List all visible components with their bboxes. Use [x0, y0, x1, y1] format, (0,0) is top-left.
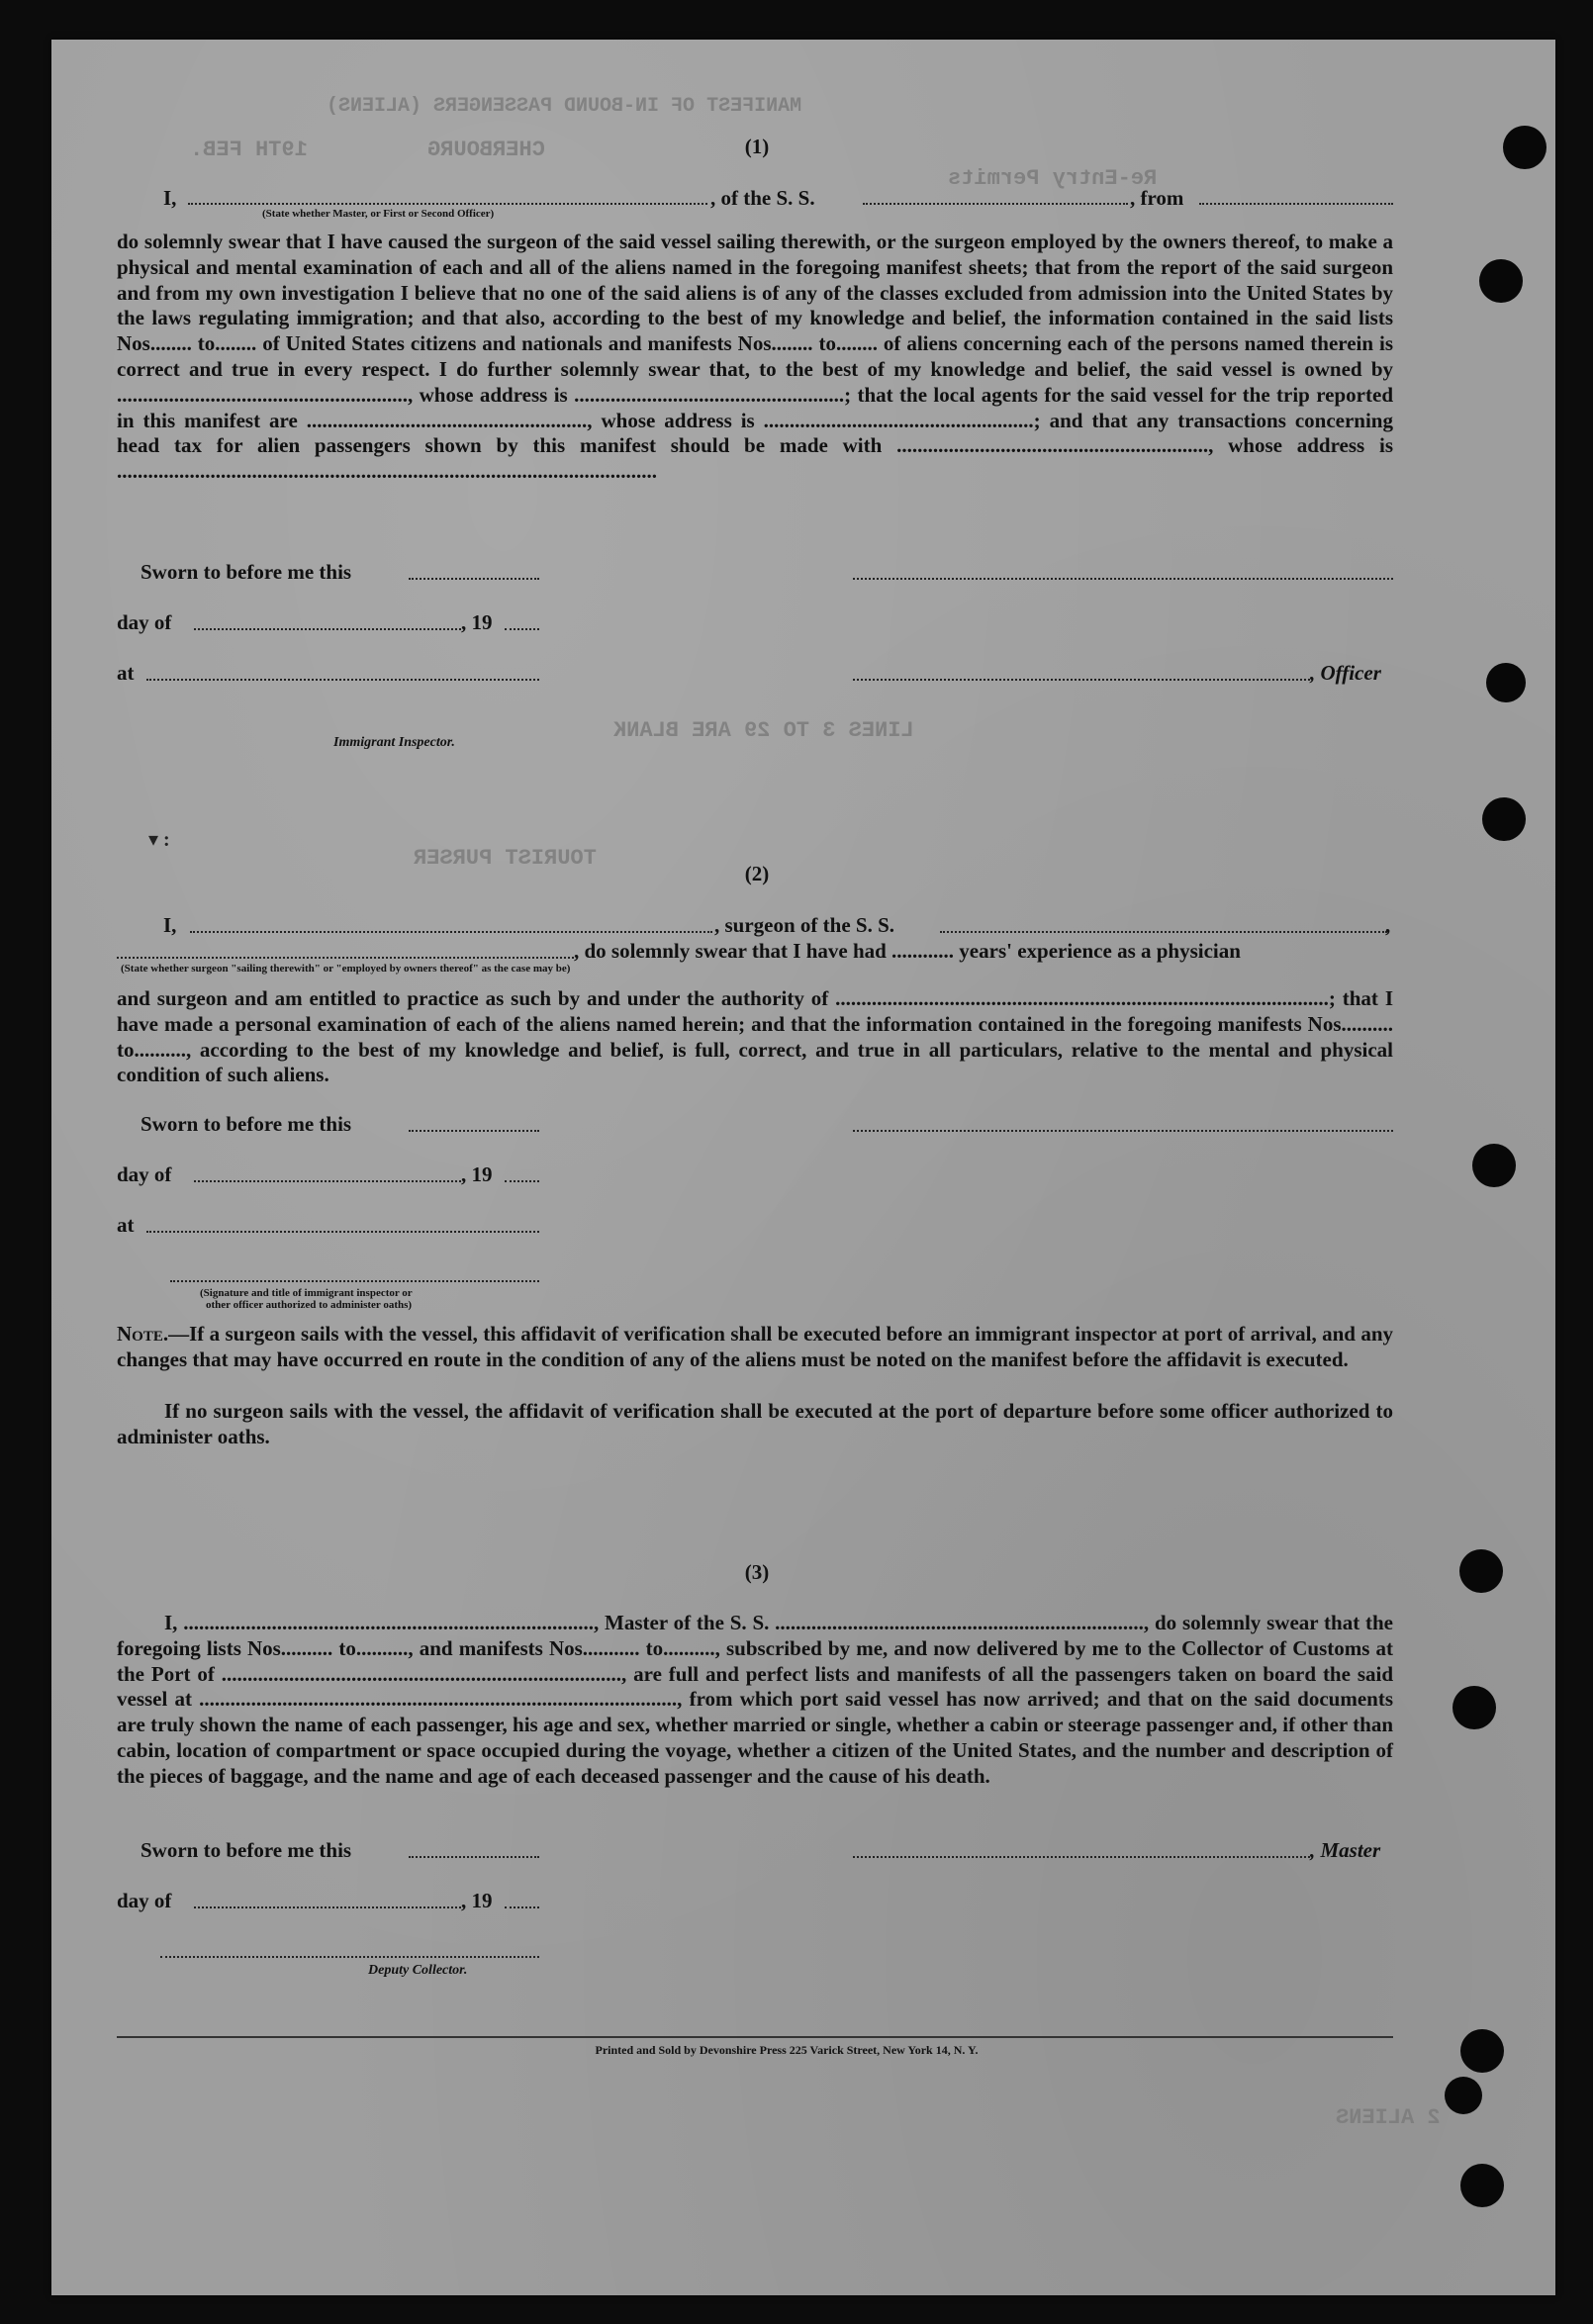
s1-at-field[interactable]	[146, 679, 539, 681]
printer-imprint: Printed and Sold by Devonshire Press 225 Varick Street, New York 14, N. Y.	[595, 2043, 979, 2057]
bleed-through-title: MANIFEST OF IN-BOUND PASSENGERS (ALIENS)	[327, 95, 802, 118]
s1-officer-signature-field[interactable]	[853, 578, 1393, 580]
bleed-through-lines: LINES 3 TO 29 ARE BLANK	[613, 718, 914, 743]
section-1-oath-text: do solemnly swear that I have caused the surgeon of the said vessel sailing therewith, or the surgeon employed by the owners thereof, to make a physical and mental examination of each and all of the aliens named in the foregoing manifest sheets; that from the report of the said surgeon and from my own investigation I believe that no one of the said aliens is of any of the classes excluded from admission into the United States by the laws regulating immigration; and that also, according to the best of my knowledge and belief, the information contained in the said lists Nos........ to........ of United States citizens and nationals and manifests Nos........ to........ of aliens concerning each of the persons named therein is correct and true in every respect. I do further solemnly swear that, to the best of my knowledge and belief, the said vessel is owned by ........................................................, whose address is ....................................................; that the local agents for the said vessel for the trip reported in this manifest are ......................................................, whose address is ....................................................; and that any transactions concerning head tax for alien passengers shown by this manifest should be made with ............................................................, whose address is ........................................................................................................	[117, 230, 1393, 484]
s2-at-field[interactable]	[146, 1231, 539, 1233]
binder-hole	[1479, 259, 1523, 303]
s1-officer-name-field[interactable]	[188, 203, 707, 205]
s1-ship-name-field[interactable]	[863, 203, 1128, 205]
s2-i-label: I,	[163, 913, 177, 937]
s1-day-of-field[interactable]	[194, 628, 461, 630]
s2-year-field[interactable]	[505, 1180, 539, 1182]
bleed-through-purser: TOURIST PURSER	[414, 846, 597, 871]
s2-surgeon-caption: (State whether surgeon "sailing therewith" or "employed by owners thereof" as the case may be)	[121, 963, 571, 975]
s2-year-label: , 19	[461, 1162, 493, 1186]
footer-rule	[117, 2036, 1393, 2038]
s3-master-label: , Master	[1310, 1838, 1381, 1862]
section-2-note-2: If no surgeon sails with the vessel, the affidavit of verification shall be executed at the port of departure before some officer authorized to administer oaths.	[117, 1399, 1393, 1448]
s2-ship-name-field[interactable]	[940, 931, 1387, 933]
binder-hole	[1445, 2077, 1482, 2114]
s1-day-of-label: day of	[117, 610, 172, 634]
s2-comma: ,	[1385, 913, 1391, 937]
s2-day-of-label: day of	[117, 1162, 172, 1186]
s1-year-label: , 19	[461, 610, 493, 634]
s1-officer-title-field[interactable]	[853, 679, 1310, 681]
binder-hole	[1460, 2164, 1504, 2207]
s2-surgeon-of-label: , surgeon of the S. S.	[714, 913, 895, 937]
s2-surgeon-type-field[interactable]	[117, 957, 574, 959]
s1-at-label: at	[117, 661, 135, 685]
s2-surgeon-signature-field[interactable]	[853, 1130, 1393, 1132]
binder-hole	[1486, 663, 1526, 702]
bleed-through-aliens: 2 ALIENS	[1336, 2105, 1441, 2130]
section-1-number: (1)	[744, 135, 770, 158]
s1-from-label: , from	[1130, 186, 1184, 210]
s1-officer-label: , Officer	[1310, 661, 1381, 685]
s3-sworn-date-field[interactable]	[409, 1856, 539, 1858]
s3-deputy-collector-label: Deputy Collector.	[368, 1963, 468, 1978]
pencil-mark: ▾ :	[148, 829, 170, 851]
s1-year-field[interactable]	[505, 628, 539, 630]
section-3-oath-text: I, ..............................................................................., Master of the S. S. ......................................................................., do solemnly swear that the foregoing lists Nos.......... to.........., and manifests Nos........... to.........., subscribed by me, and now delivered by me to the Collector of Customs at the Port of ............................................................................., are full and perfect lists and manifests of all the passengers taken on board the said vessel at ............................................................................................, from which port said vessel has now arrived; and that on the said documents are truly shown the name of each passenger, his age and sex, whether married or single, whether a cabin or steerage passenger and, if other than cabin, location of compartment or space occupied during the voyage, whether a citizen of the United States, and the number and description of the pieces of baggage, and the name and age of each deceased passenger and the cause of his death.	[117, 1611, 1393, 1788]
bleed-through-date: 19TH FEB.	[190, 138, 308, 162]
note-label: Note.	[117, 1322, 169, 1346]
s2-swear-text: , do solemnly swear that I have had ............ years' experience as a physician	[574, 939, 1241, 963]
s3-sworn-label: Sworn to before me this	[141, 1838, 352, 1862]
s2-at-label: at	[117, 1213, 135, 1237]
s1-of-the-ss-label: , of the S. S.	[710, 186, 815, 210]
s3-year-field[interactable]	[505, 1906, 539, 1908]
s1-sworn-label: Sworn to before me this	[141, 560, 352, 584]
section-2-number: (2)	[744, 862, 770, 885]
s3-year-label: , 19	[461, 1889, 493, 1912]
s2-sworn-date-field[interactable]	[409, 1130, 539, 1132]
s1-immigrant-inspector-label: Immigrant Inspector.	[333, 735, 455, 750]
s2-surgeon-name-field[interactable]	[190, 931, 712, 933]
bleed-through-permits: Re-Entry Permits	[948, 166, 1158, 191]
s1-i-label: I,	[163, 186, 177, 210]
s3-day-of-label: day of	[117, 1889, 172, 1912]
section-2-oath-text: and surgeon and am entitled to practice as such by and under the authority of ...............................................................................................; that I have made a personal examination of each of the aliens named herein; and that the information contained in the foregoing manifests Nos.......... to.........., according to the best of my knowledge and belief, is full, correct, and true in all particulars, relative to the mental and physical condition of such aliens.	[117, 986, 1393, 1087]
note-text-1: —If a surgeon sails with the vessel, this affidavit of verification shall be executed before an immigrant inspector at port of arrival, and any changes that may have occurred en route in the condition of any of the aliens must be noted on the manifest before the affidavit is executed.	[117, 1322, 1393, 1371]
section-3-number: (3)	[744, 1560, 770, 1584]
s2-signature-caption-2: other officer authorized to administer oaths)	[206, 1299, 413, 1311]
binder-hole	[1482, 797, 1526, 841]
binder-hole	[1452, 1686, 1496, 1729]
s1-sworn-date-field[interactable]	[409, 578, 539, 580]
s1-officer-caption: (State whether Master, or First or Second Officer)	[262, 208, 495, 220]
s1-from-field[interactable]	[1199, 203, 1393, 205]
s3-master-signature-field[interactable]	[853, 1856, 1310, 1858]
s2-inspector-signature-field[interactable]	[170, 1280, 539, 1282]
s2-signature-caption-1: (Signature and title of immigrant inspector or	[200, 1287, 413, 1299]
binder-hole	[1472, 1144, 1516, 1187]
bleed-through-port: CHERBOURG	[427, 138, 545, 162]
s3-day-of-field[interactable]	[194, 1906, 461, 1908]
s3-deputy-signature-field[interactable]	[160, 1956, 539, 1958]
s2-day-of-field[interactable]	[194, 1180, 461, 1182]
section-2-note	[117, 1322, 1393, 1373]
s2-sworn-label: Sworn to before me this	[141, 1112, 352, 1136]
